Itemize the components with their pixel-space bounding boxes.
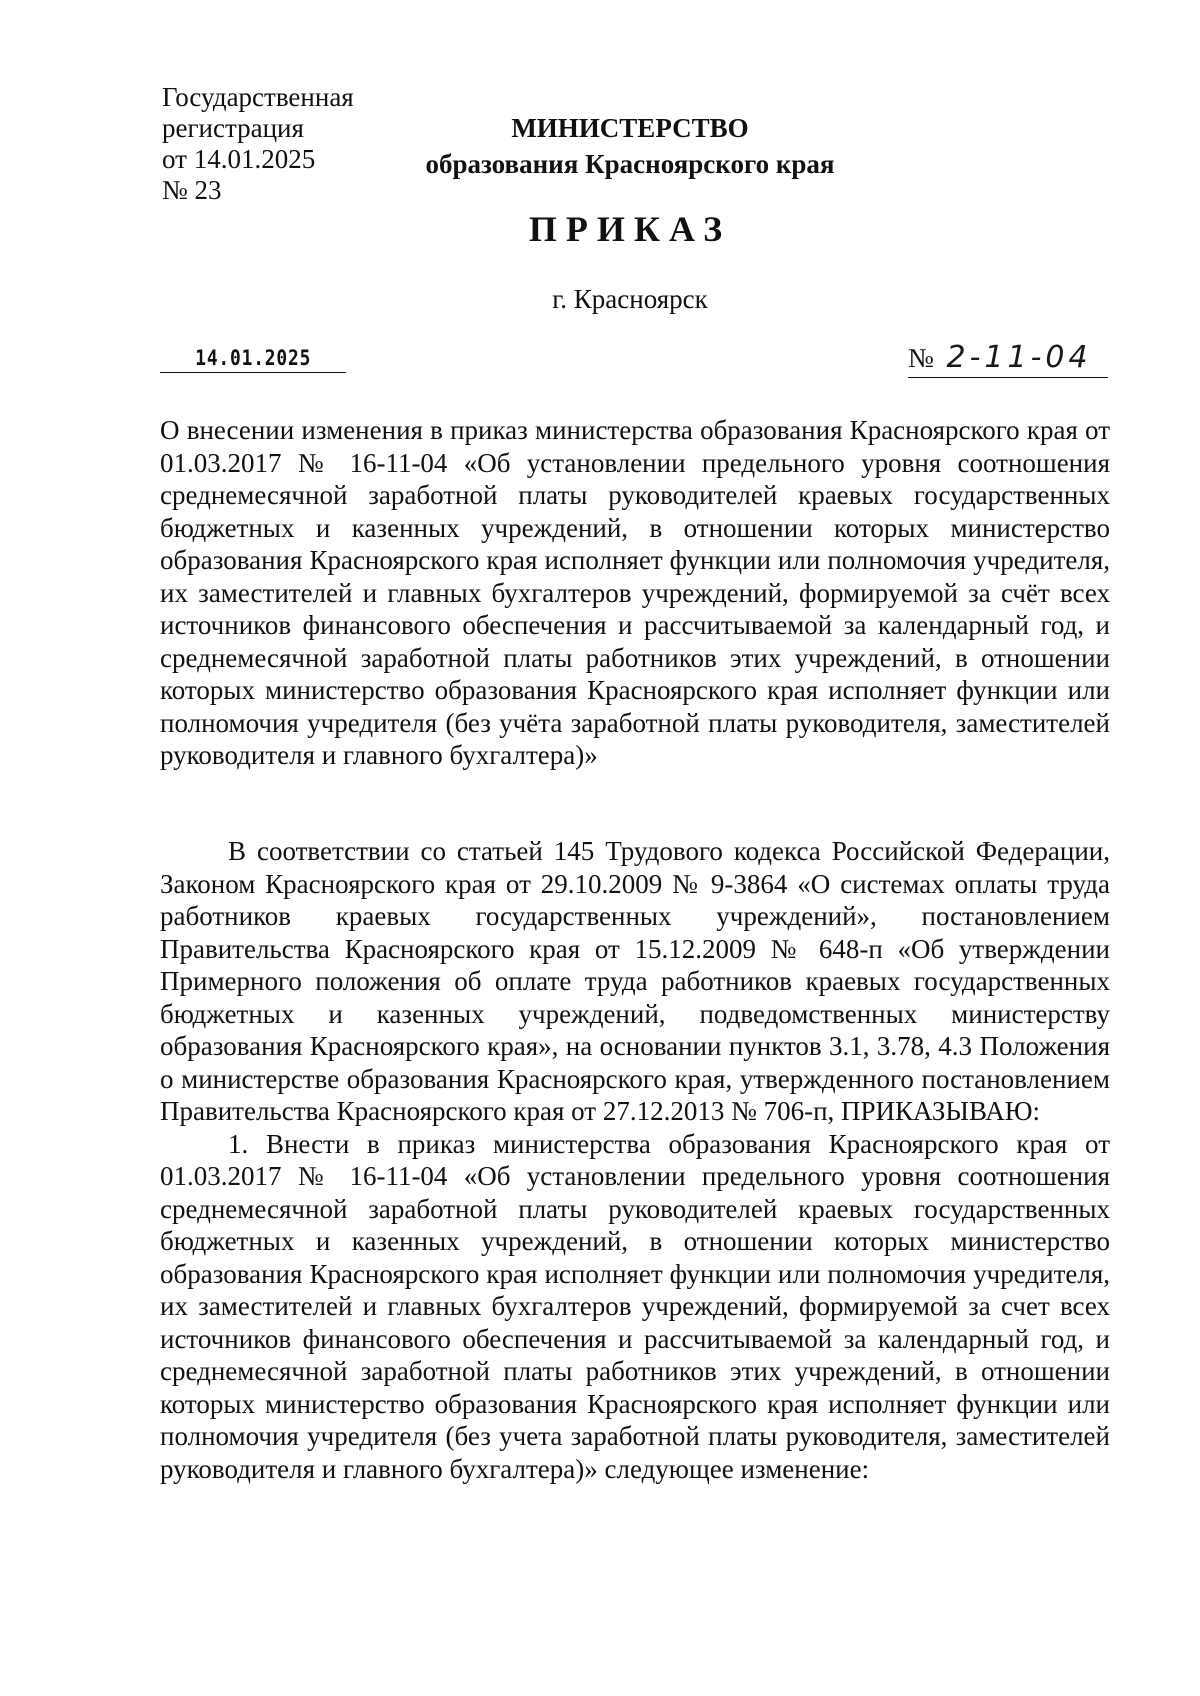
ministry-header <box>360 110 900 182</box>
order-body <box>160 835 1110 1485</box>
document-type: ПРИКАЗ <box>528 209 732 249</box>
order-number: 2-11-04 <box>946 340 1092 375</box>
clause-paragraph: 1. Внести в приказ министерства образования Красноярского края от 01.03.2017 № 16-11-04 «Об установлении предельного уровня соотношения среднемесячной заработной платы руководителей краевых государственных бюджетных и казенных учреждений, в отношении которых министерство образования Красноярского края исполняет функции или полномочия учредителя, их заместителей и главных бухгалтеров учреждений, формируемой за счет всех источников финансового обеспечения и рассчитываемой за календарный год, и среднемесячной заработной платы работников этих учреждений, в отношении которых министерство образования Красноярского края исполняет функции или полномочия учредителя (без учета заработной платы руководителя, заместителей руководителя и главного бухгалтера)» следующее изменение: <box>160 1128 1110 1484</box>
order-number-prefix: № <box>908 343 934 373</box>
registration-block <box>162 82 354 206</box>
registration-number: № 23 <box>162 175 222 205</box>
registration-line: регистрация <box>162 113 304 143</box>
order-date: 14.01.2025 <box>195 346 311 370</box>
registration-line: Государственная <box>162 82 354 112</box>
preamble-paragraph: В соответствии со статьей 145 Трудового кодекса Российской Федерации, Законом Красноярского края от 29.10.2009 № 9-3864 «О системах оплаты труда работников краевых государственных учреждений», постановлением Правительства Красноярского края от 15.12.2009 № 648-п «Об утверждении Примерного положения об оплате труда работников краевых государственных бюджетных и казенных учреждений, подведомственных министерству образования Красноярского края», на основании пунктов 3.1, 3.78, 4.3 Положения о министерстве образования Красноярского края, утвержденного постановлением Правительства Красноярского края от 27.12.2013 № 706-п, ПРИКАЗЫВАЮ: <box>160 836 1110 1126</box>
subject-text: О внесении изменения в приказ министерства образования Красноярского края от 01.03.2017 № 16-11-04 «Об установлении предельного уровня соотношения среднемесячной заработной платы руководителей краевых государственных бюджетных и казенных учреждений, в отношении которых министерство образования Красноярского края исполняет функции или полномочия учредителя, их заместителей и главных бухгалтеров учреждений, формируемой за счёт всех источников финансового обеспечения и рассчитываемой за календарный год, и среднемесячной заработной платы работников этих учреждений, в отношении которых министерство образования Красноярского края исполняет функции или полномочия учредителя (без учёта заработной платы руководителя, заместителей руководителя и главного бухгалтера)» <box>160 415 1110 770</box>
city: г. Красноярск <box>552 284 708 314</box>
ministry-subtitle: образования Красноярского края <box>425 149 835 179</box>
order-number-field <box>908 340 1108 378</box>
ministry-title: МИНИСТЕРСТВО <box>511 113 749 143</box>
order-date-stamp <box>160 346 346 373</box>
order-subject <box>160 414 1110 772</box>
registration-date: от 14.01.2025 <box>162 144 316 174</box>
